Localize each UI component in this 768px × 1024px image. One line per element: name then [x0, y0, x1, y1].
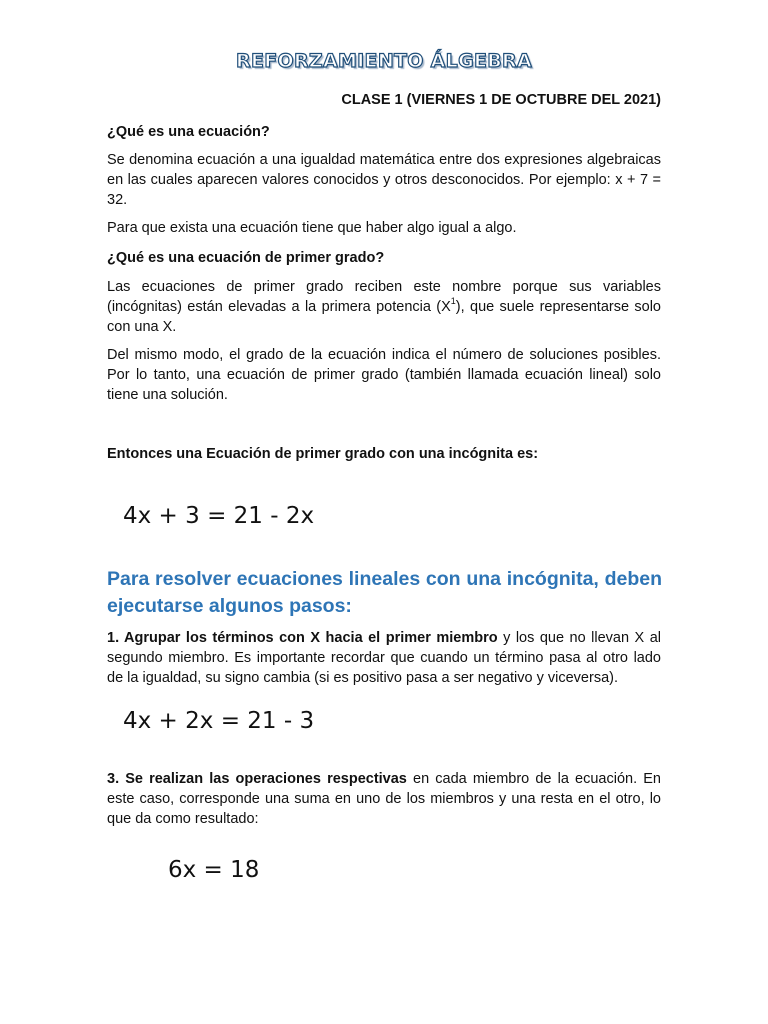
- paragraph-solutions: Del mismo modo, el grado de la ecuación indica el número de soluciones posibles. Por lo tanto, una ecuación de primer grado (también llamada ecuación lineal) solo tiene una solución.: [107, 347, 661, 403]
- document-title: REFORZAMIENTO ÁLGEBRA: [236, 50, 532, 72]
- question-first-degree: ¿Qué es una ecuación de primer grado?: [107, 250, 385, 266]
- paragraph-first-degree-definition: [107, 277, 661, 337]
- equation-step-1: 4x + 2x = 21 - 3: [123, 708, 315, 734]
- intro-equation-label: Entonces una Ecuación de primer grado con una incógnita es:: [107, 446, 539, 462]
- step-1-text: y los que no llevan X al segundo miembro. Es importante recordar que cuando un término pasa al otro lado de la igualdad, su signo cambia (si es positivo pasa a ser negativo y viceversa).: [107, 630, 661, 686]
- step-3-text: en cada miembro de la ecuación. En este caso, corresponde una suma en uno de los miembros y una resta en el otro, lo que da como resultado:: [107, 771, 661, 827]
- equation-example: 4x + 3 = 21 - 2x: [123, 503, 315, 529]
- steps-heading: Para resolver ecuaciones lineales con una incógnita, deben ejecutarse algunos pasos:: [107, 568, 662, 617]
- class-heading: CLASE 1 (VIERNES 1 DE OCTUBRE DEL 2021): [341, 92, 661, 108]
- step-3-paragraph: [107, 769, 661, 829]
- paragraph-equation-condition: Para que exista una ecuación tiene que haber algo igual a algo.: [107, 220, 517, 236]
- paragraph-equation-definition: Se denomina ecuación a una igualdad matemática entre dos expresiones algebraicas en las cuales aparecen valores conocidos y otros desconocidos. Por ejemplo: x + 7 = 32.: [107, 152, 661, 208]
- superscript-one: 1: [450, 296, 456, 307]
- step-3-bold: 3. Se realizan las operaciones respectivas: [107, 771, 407, 787]
- step-1-bold: 1. Agrupar los términos con X hacia el primer miembro: [107, 630, 498, 646]
- step-1-paragraph: [107, 628, 661, 688]
- paragraph-first-degree-part-a: Las ecuaciones de primer grado reciben este nombre porque sus variables (incógnitas) están elevadas a la primera potencia (X: [107, 279, 661, 315]
- question-what-is-equation: ¿Qué es una ecuación?: [107, 124, 270, 140]
- equation-result: 6x = 18: [168, 857, 260, 883]
- paragraph-first-degree-part-b: ), que suele representarse solo con una X.: [107, 299, 661, 335]
